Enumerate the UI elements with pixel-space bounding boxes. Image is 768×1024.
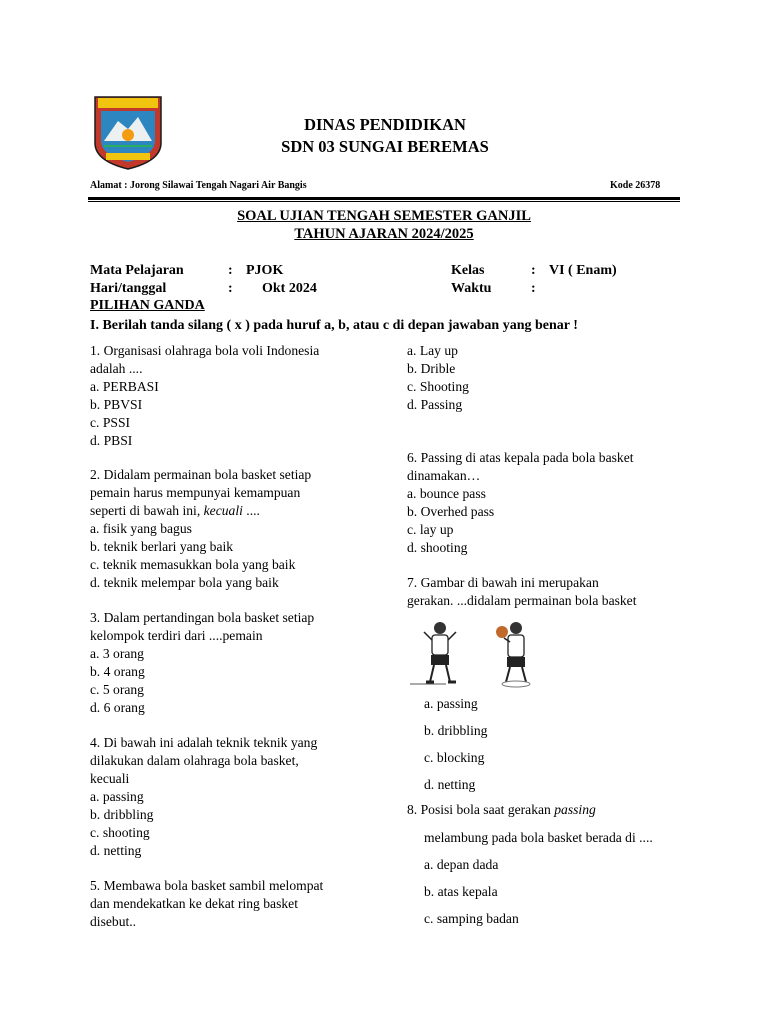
time-sep: :	[531, 281, 536, 296]
subject-sep: :	[228, 263, 233, 278]
school-name: SDN 03 SUNGAI BEREMAS	[281, 137, 489, 156]
answer-option: c. Shooting	[407, 379, 469, 394]
question-text: gerakan. ...didalam permainan bola basket	[407, 593, 637, 608]
answer-option: b. dribbling	[90, 807, 154, 822]
answer-option: a. 3 orang	[90, 646, 144, 661]
instruction: I. Berilah tanda silang ( x ) pada huruf a, b, atau c di depan jawaban yang benar !	[90, 318, 578, 333]
answer-option: a. bounce pass	[407, 486, 486, 501]
answer-option: d. netting	[90, 843, 142, 858]
date-sep: :	[228, 281, 233, 296]
question-4	[90, 734, 390, 860]
date-label: Hari/tanggal	[90, 281, 167, 296]
answer-option: b. Overhed pass	[407, 504, 495, 519]
question-text: kelompok terdiri dari ....pemain	[90, 628, 263, 643]
question-8	[424, 824, 724, 932]
question-text: kecuali	[90, 771, 130, 786]
date-value: Okt 2024	[262, 281, 317, 296]
question-text: dilakukan dalam olahraga bola basket,	[90, 753, 299, 768]
question-3	[90, 609, 390, 717]
question-1	[90, 342, 390, 450]
answer-option: a. fisik yang bagus	[90, 521, 192, 536]
question-5	[90, 877, 390, 931]
question-text: adalah ....	[90, 361, 143, 376]
answer-option: a. passing	[90, 789, 144, 804]
answer-option: a. Lay up	[407, 343, 458, 358]
question-7-options	[424, 690, 724, 798]
answer-option: c. blocking	[424, 750, 485, 765]
header-divider	[88, 197, 680, 200]
answer-option: d. Passing	[407, 397, 463, 412]
answer-option: b. teknik berlari yang baik	[90, 539, 234, 554]
exam-title: SOAL UJIAN TENGAH SEMESTER GANJIL	[237, 208, 531, 224]
answer-option: b. Drible	[407, 361, 456, 376]
question-text: dan mendekatkan ke dekat ring basket	[90, 896, 298, 911]
school-address: Alamat : Jorong Silawai Tengah Nagari Air Bangis	[90, 180, 307, 191]
answer-option: c. shooting	[90, 825, 150, 840]
subject-label: Mata Pelajaran	[90, 263, 184, 278]
exam-year: TAHUN AJARAN 2024/2025	[294, 226, 474, 242]
question-text: seperti di bawah ini, kecuali ....	[90, 503, 260, 518]
question-text: 8. Posisi bola saat gerakan passing	[407, 802, 596, 817]
question-text: 3. Dalam pertandingan bola basket setiap	[90, 610, 315, 625]
basketball-figure	[410, 618, 546, 690]
answer-option: d. shooting	[407, 540, 468, 555]
answer-option: b. atas kepala	[424, 884, 498, 899]
answer-option: b. PBVSI	[90, 397, 143, 412]
question-7	[407, 574, 707, 610]
question-text: disebut..	[90, 914, 137, 929]
question-text: melambung pada bola basket berada di ....	[424, 830, 653, 845]
answer-option: c. 5 orang	[90, 682, 144, 697]
question-6	[407, 449, 707, 557]
answer-option: a. depan dada	[424, 857, 499, 872]
time-label: Waktu	[451, 281, 492, 296]
question-text: 5. Membawa bola basket sambil melompat	[90, 878, 324, 893]
class-label: Kelas	[451, 263, 485, 278]
answer-option: a. passing	[424, 696, 478, 711]
answer-option: d. netting	[424, 777, 476, 792]
question-text: 4. Di bawah ini adalah teknik teknik yang	[90, 735, 318, 750]
school-code: Kode 26378	[610, 180, 661, 191]
header-divider-thin	[88, 201, 680, 202]
question-5-options	[407, 342, 707, 414]
answer-option: a. PERBASI	[90, 379, 159, 394]
section-heading: PILIHAN GANDA	[90, 298, 205, 313]
answer-option: b. 4 orang	[90, 664, 145, 679]
answer-option: c. lay up	[407, 522, 454, 537]
question-text: 6. Passing di atas kepala pada bola basket	[407, 450, 634, 465]
question-text: 2. Didalam permainan bola basket setiap	[90, 467, 312, 482]
agency-name: DINAS PENDIDIKAN	[304, 115, 466, 134]
question-text: 7. Gambar di bawah ini merupakan	[407, 575, 599, 590]
question-text: pemain harus mempunyai kemampuan	[90, 485, 301, 500]
question-8-stem	[407, 801, 707, 819]
answer-option: c. teknik memasukkan bola yang baik	[90, 557, 296, 572]
school-logo	[92, 95, 164, 170]
class-value: VI ( Enam)	[549, 263, 617, 278]
answer-option: c. PSSI	[90, 415, 131, 430]
answer-option: b. dribbling	[424, 723, 488, 738]
question-text: 1. Organisasi olahraga bola voli Indonesia	[90, 343, 320, 358]
question-text: dinamakan…	[407, 468, 481, 483]
class-sep: :	[531, 263, 536, 278]
answer-option: d. teknik melempar bola yang baik	[90, 575, 279, 590]
subject-value: PJOK	[246, 263, 284, 278]
answer-option: d. 6 orang	[90, 700, 145, 715]
answer-option: d. PBSI	[90, 433, 133, 448]
answer-option: c. samping badan	[424, 911, 519, 926]
question-2	[90, 466, 390, 592]
